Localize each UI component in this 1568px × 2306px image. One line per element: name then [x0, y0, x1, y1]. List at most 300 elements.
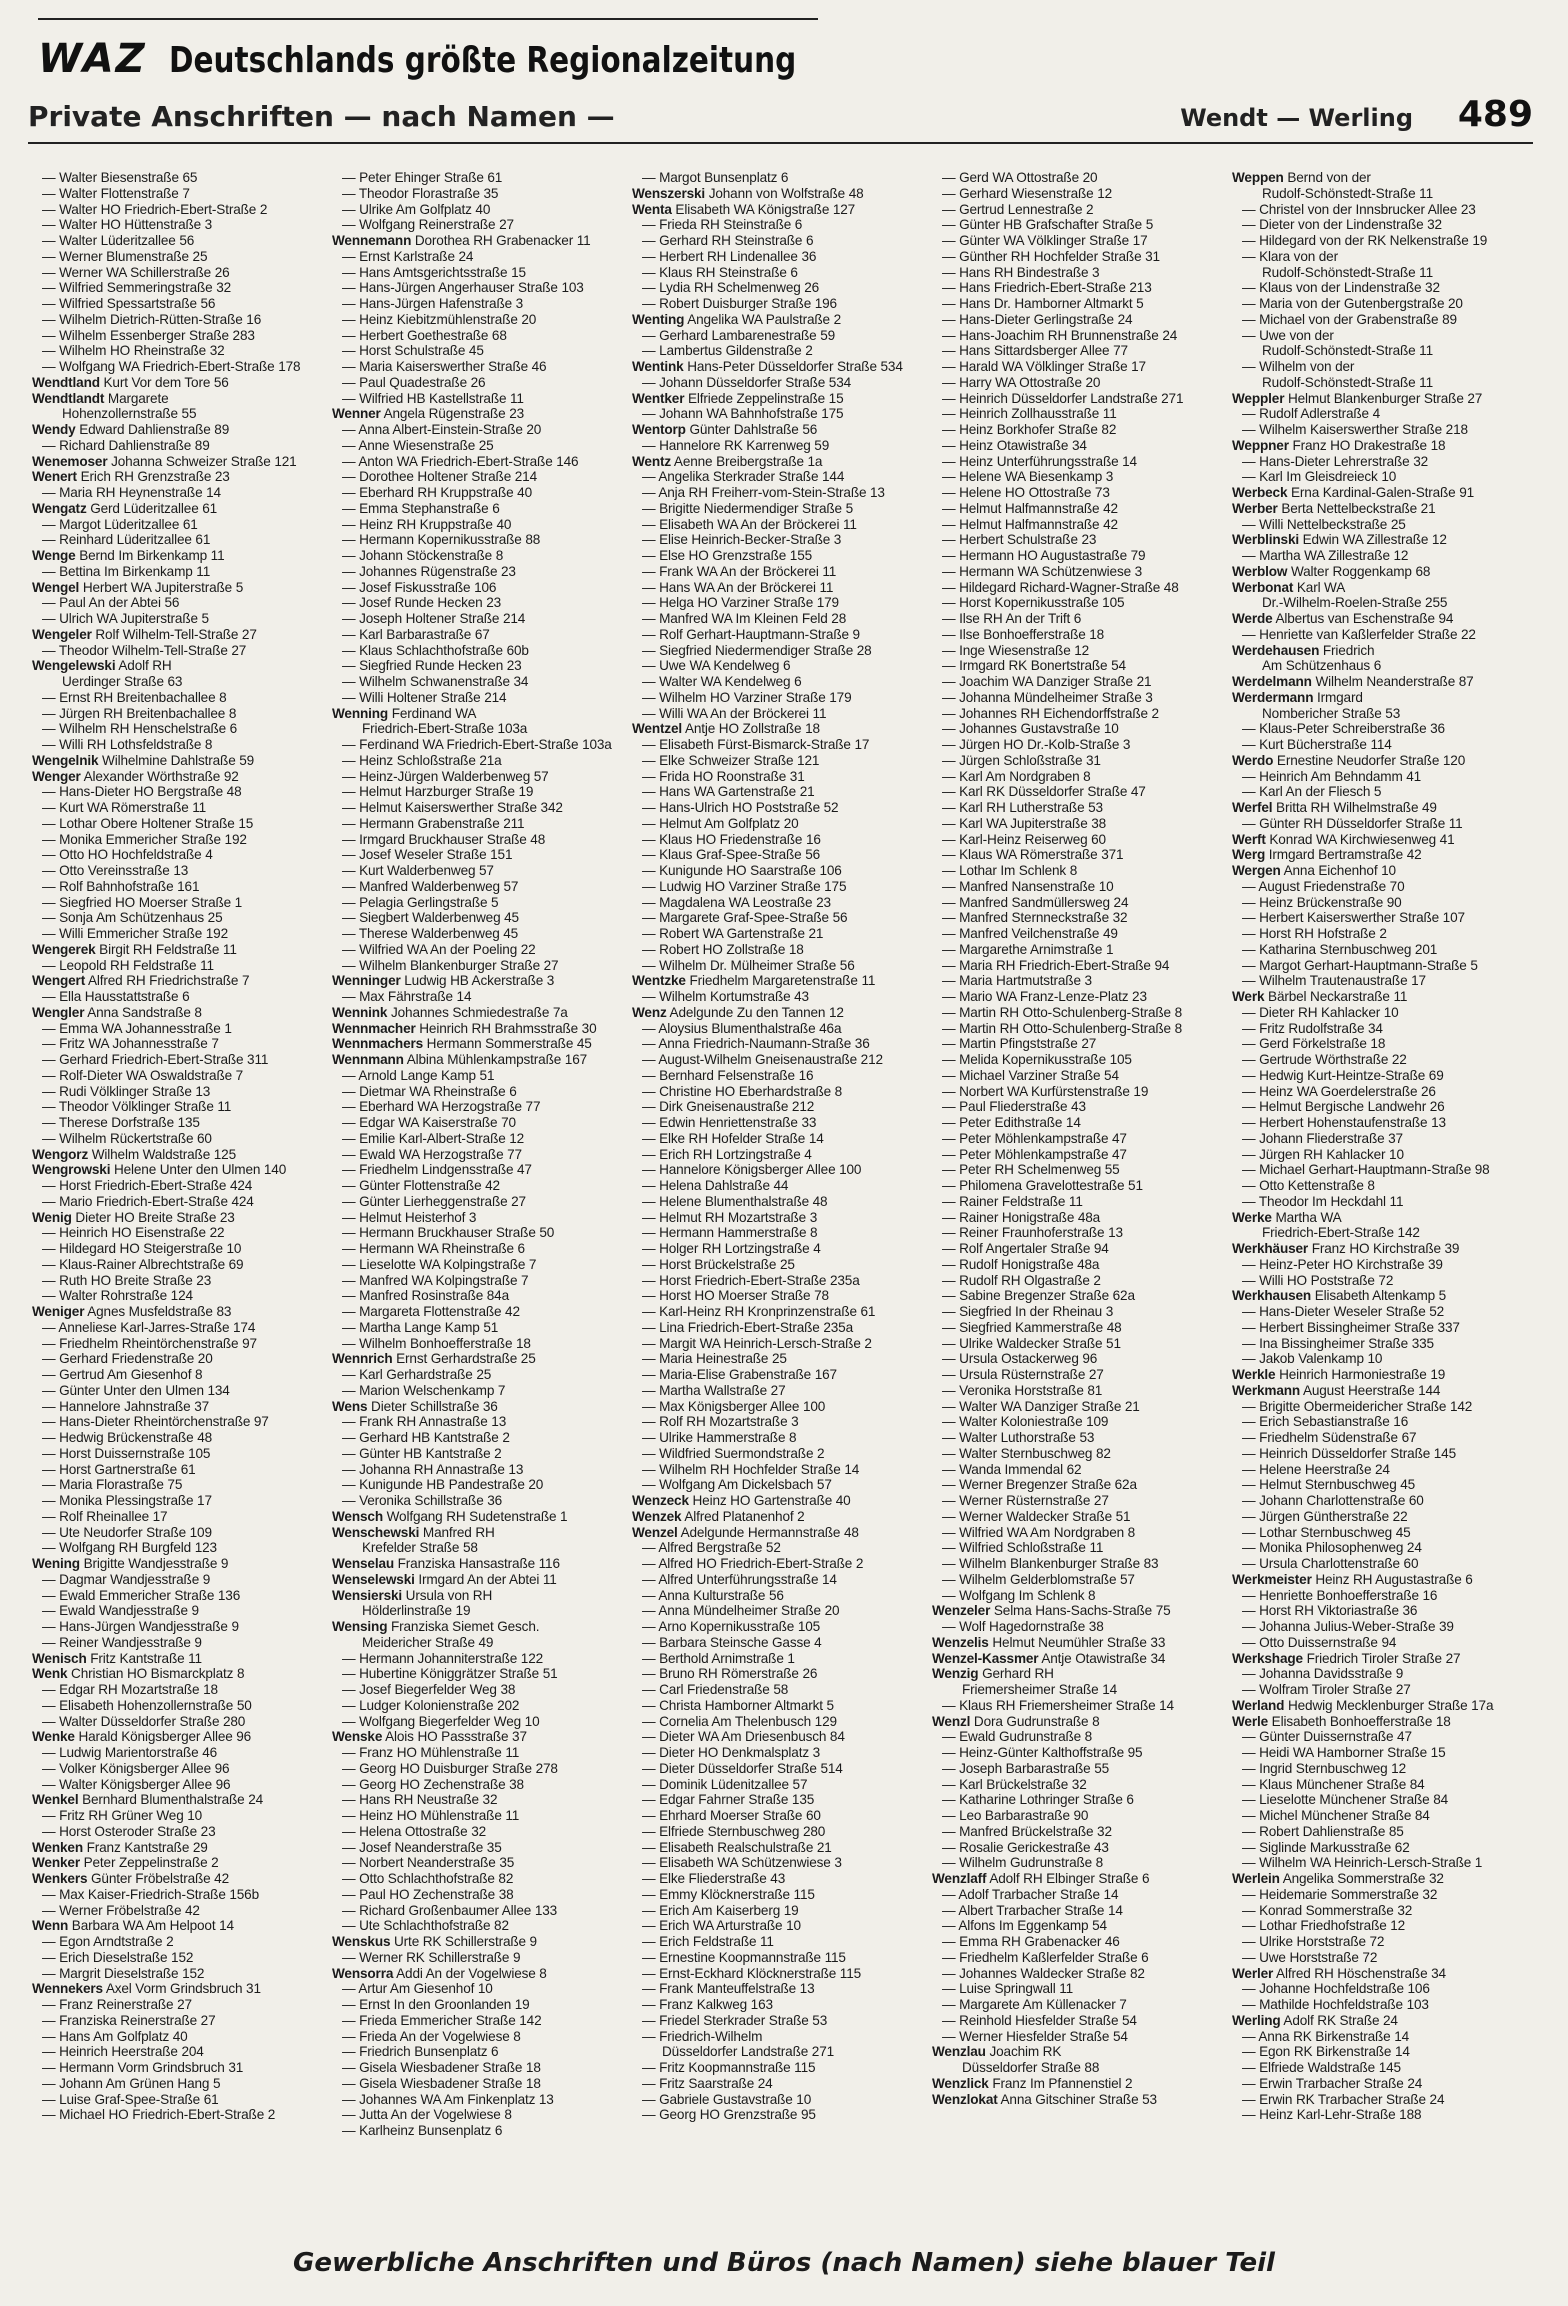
- directory-entry: Werkmeister Heinz RH Augustastraße 6: [1232, 1571, 1473, 1587]
- newspaper-logo: WAZ: [38, 36, 147, 82]
- directory-entry: — Günther RH Hochfelder Straße 31: [942, 248, 1160, 264]
- directory-entry: — Otto Kettenstraße 8: [1242, 1178, 1375, 1193]
- directory-entry: — Ulrike Waldecker Straße 51: [942, 1335, 1121, 1351]
- directory-entry: — Ingrid Sternbuschweg 12: [1242, 1760, 1407, 1776]
- directory-entry: Rudolf-Schönstedt-Straße 11: [1262, 264, 1433, 280]
- directory-entry: — Werner Bregenzer Straße 62a: [942, 1477, 1137, 1493]
- directory-entry: — Michael von der Grabenstraße 89: [1242, 311, 1457, 327]
- directory-entry: — Siegfried Runde Hecken 23: [342, 658, 522, 674]
- surname: Wenger: [32, 768, 81, 784]
- directory-entry: — Wilhelm Trautenaustraße 17: [1242, 973, 1426, 989]
- directory-entry: Wensch Wolfgang RH Sudetenstraße 1: [332, 1508, 568, 1524]
- surname: Wensing: [332, 1619, 388, 1634]
- directory-entry: Wennmachers Hermann Sommerstraße 45: [332, 1036, 592, 1052]
- directory-entry: — Hermann HO Augustastraße 79: [942, 548, 1146, 563]
- surname: Wenzlaff: [932, 1871, 987, 1886]
- surname: Wenzel: [632, 1524, 678, 1540]
- directory-entry: — Johann WA Bahnhofstraße 175: [642, 406, 844, 422]
- directory-entry: — Elisabeth WA Schützenwiese 3: [642, 1855, 842, 1871]
- directory-entry: — Manfred Walderbenweg 57: [342, 878, 519, 894]
- directory-entry: — Walter HO Friedrich-Ebert-Straße 2: [42, 201, 268, 217]
- directory-entry: Wentorp Günter Dahlstraße 56: [632, 422, 818, 437]
- directory-entry: — Dominik Lüdenitzallee 57: [642, 1776, 808, 1792]
- directory-entry: — Karl Am Nordgraben 8: [942, 768, 1091, 784]
- surname: Werkhausen: [1232, 1288, 1312, 1304]
- directory-entry: — Manfred Brückelstraße 32: [942, 1823, 1112, 1839]
- directory-entry: — Katharina Sternbuschweg 201: [1242, 941, 1438, 957]
- directory-entry: Wennmacher Heinrich RH Brahmsstraße 30: [332, 1020, 597, 1036]
- directory-entry: — Heinz Unterführungsstraße 14: [942, 453, 1137, 469]
- directory-entry: — Karl Im Gleisdreieck 10: [1242, 469, 1397, 485]
- directory-entry: — Ludwig HO Varziner Straße 175: [642, 878, 847, 894]
- directory-entry: — Johanna RH Annastraße 13: [342, 1461, 524, 1477]
- directory-entry: — Siegfried HO Moerser Straße 1: [42, 894, 243, 910]
- directory-entry: — Robert WA Gartenstraße 21: [642, 926, 824, 941]
- directory-entry: — Lina Friedrich-Ebert-Straße 235a: [642, 1319, 853, 1335]
- directory-entry: Wenk Christian HO Bismarckplatz 8: [32, 1666, 245, 1682]
- directory-entry: Wenert Erich RH Grenzstraße 23: [32, 469, 230, 485]
- directory-entry: — Wilfried Spessartstraße 56: [42, 296, 216, 311]
- surname: Wennrich: [332, 1351, 393, 1367]
- directory-entry: — Hans WA An der Bröckerei 11: [642, 579, 834, 595]
- directory-entry: — Manfred Sternneckstraße 32: [942, 910, 1128, 926]
- surname: Wennmachers: [332, 1036, 424, 1052]
- directory-entry: Werfel Britta RH Wilhelmstraße 49: [1232, 800, 1437, 815]
- directory-entry: — Wilfried HB Kastellstraße 11: [342, 390, 524, 406]
- directory-entry: — Max Königsberger Allee 100: [642, 1398, 826, 1414]
- directory-entry: — Werner Hiesfelder Straße 54: [942, 2028, 1128, 2044]
- directory-entry: — Reinhard Lüderitzallee 61: [42, 532, 211, 548]
- directory-entry: — Otto Vereinsstraße 13: [42, 863, 189, 878]
- surname: Weppner: [1232, 437, 1289, 453]
- directory-entry: — Mario Friedrich-Ebert-Straße 424: [42, 1193, 254, 1209]
- directory-entry: — Horst Brückelstraße 25: [642, 1256, 795, 1272]
- surname: Wenzek: [632, 1508, 682, 1524]
- directory-entry: — Maria von der Gutenbergstraße 20: [1242, 296, 1463, 311]
- directory-entry: — Siegfried Niedermendiger Straße 28: [642, 642, 872, 658]
- directory-entry: — Dieter WA Am Driesenbusch 84: [642, 1729, 845, 1745]
- surname: Wens: [332, 1398, 368, 1414]
- directory-entry: — Gerd WA Ottostraße 20: [942, 170, 1098, 185]
- directory-entry: Werbeck Erna Kardinal-Galen-Straße 91: [1232, 485, 1475, 500]
- directory-entry: Wenzlokat Anna Gitschiner Straße 53: [932, 2091, 1157, 2107]
- directory-entry: — Johanna Julius-Weber-Straße 39: [1242, 1619, 1454, 1634]
- directory-entry: Friedrich-Ebert-Straße 142: [1262, 1225, 1420, 1241]
- surname: Wengler: [32, 1004, 85, 1020]
- directory-entry: — Horst Friedrich-Ebert-Straße 424: [42, 1178, 253, 1193]
- directory-entry: — Alfred Bergstraße 52: [642, 1540, 781, 1556]
- directory-entry: — Dagmar Wandjesstraße 9: [42, 1571, 211, 1587]
- directory-entry: — Dorothee Holtener Straße 214: [342, 469, 537, 485]
- directory-entry: — Michael Gerhart-Hauptmann-Straße 98: [1242, 1162, 1490, 1178]
- directory-entry: Wening Brigitte Wandjesstraße 9: [32, 1556, 229, 1571]
- surname: Wentzke: [632, 973, 686, 989]
- surname: Werdelmann: [1232, 674, 1312, 689]
- surname: Werde: [1232, 611, 1273, 626]
- directory-entry: — Georg HO Duisburger Straße 278: [342, 1760, 558, 1776]
- surname: Werfel: [1232, 800, 1273, 815]
- directory-entry: — Klaus RH Friemersheimer Straße 14: [942, 1697, 1174, 1713]
- directory-entry: — Michael Varziner Straße 54: [942, 1067, 1119, 1083]
- column-2: [332, 170, 632, 2210]
- surname: Werlein: [1232, 1871, 1280, 1886]
- directory-entry: — Margareta Flottenstraße 42: [342, 1304, 520, 1319]
- directory-entry: Weniger Agnes Musfeldstraße 83: [32, 1304, 232, 1319]
- directory-entry: — Else HO Grenzstraße 155: [642, 548, 813, 563]
- directory-entry: — Frieda An der Vogelwiese 8: [342, 2028, 521, 2044]
- directory-entry: — Marion Welschenkamp 7: [342, 1382, 506, 1398]
- directory-entry: — Margot Gerhart-Hauptmann-Straße 5: [1242, 957, 1478, 973]
- directory-entry: Wenske Alois HO Passstraße 37: [332, 1729, 527, 1745]
- section-title: Private Anschriften — nach Namen —: [28, 100, 615, 133]
- directory-entry: — Hans WA Gartenstraße 21: [642, 784, 815, 800]
- directory-entry: — Michael HO Friedrich-Ebert-Straße 2: [42, 2107, 276, 2123]
- directory-entry: — Irmgard RK Bonertstraße 54: [942, 658, 1126, 674]
- directory-entry: — Margarete Graf-Spee-Straße 56: [642, 910, 848, 926]
- directory-entry: — Anna Kulturstraße 56: [642, 1587, 784, 1603]
- directory-entry: — Wilhelm Kaiserswerther Straße 218: [1242, 422, 1468, 437]
- directory-entry: — Dieter RH Kahlacker 10: [1242, 1004, 1399, 1020]
- surname: Wengrowski: [32, 1162, 111, 1178]
- directory-entry: — Brigitte Obermeidericher Straße 142: [1242, 1398, 1473, 1414]
- directory-entry: — Margarete Am Küllenacker 7: [942, 1997, 1127, 2012]
- directory-entry: — Johannes Rügenstraße 23: [342, 563, 516, 579]
- directory-entry: — Ute Schlachthofstraße 82: [342, 1918, 509, 1934]
- directory-entry: — Wilhelm Schwanenstraße 34: [342, 674, 529, 689]
- surname: Wenschewski: [332, 1524, 420, 1540]
- directory-entry: — Maria Hartmutstraße 3: [942, 973, 1092, 989]
- directory-entry: — Günter Duissernstraße 47: [1242, 1729, 1412, 1745]
- surname: Wensierski: [332, 1587, 403, 1603]
- surname: Werblinski: [1232, 532, 1299, 548]
- directory-entry: — Willi Holtener Straße 214: [342, 689, 507, 705]
- brand-row: [38, 36, 1533, 82]
- surname: Wenn: [32, 1918, 69, 1934]
- directory-entry: — Arnold Lange Kamp 51: [342, 1067, 495, 1083]
- directory-entry: Am Schützenhaus 6: [1262, 658, 1382, 674]
- directory-entry: Werler Alfred RH Höschenstraße 34: [1232, 1965, 1446, 1981]
- directory-entry: — Friedrich-Wilhelm: [642, 2028, 763, 2044]
- directory-entry: — Mathilde Hochfeldstraße 103: [1242, 1997, 1429, 2012]
- surname: Werling: [1232, 2012, 1281, 2028]
- directory-entry: — Herbert RH Lindenallee 36: [642, 248, 817, 264]
- directory-entry: Krefelder Straße 58: [362, 1540, 478, 1556]
- directory-entry: — Fritz RH Grüner Weg 10: [42, 1808, 203, 1823]
- directory-entry: — Hans RH Bindestraße 3: [942, 264, 1100, 280]
- directory-entry: Wenzelis Helmut Neumühler Straße 33: [932, 1634, 1166, 1650]
- directory-entry: Wenzlick Franz Im Pfannenstiel 2: [932, 2075, 1133, 2091]
- directory-entry: — Jürgen Güntherstraße 22: [1242, 1508, 1408, 1524]
- directory-entry: — Fritz Rudolfstraße 34: [1242, 1020, 1383, 1036]
- directory-entry: Wensorra Addi An der Vogelwiese 8: [332, 1965, 547, 1981]
- surname: Werdermann: [1232, 689, 1314, 705]
- directory-entry: — Werner Waldecker Straße 51: [942, 1508, 1131, 1524]
- directory-entry: — Erich Dieselstraße 152: [42, 1949, 194, 1965]
- directory-entry: — Ewald Wandjesstraße 9: [42, 1603, 199, 1619]
- directory-entry: — Melida Kopernikusstraße 105: [942, 1052, 1132, 1067]
- directory-entry: Werkle Heinrich Harmoniestraße 19: [1232, 1367, 1446, 1382]
- directory-entry: — Hedwig Kurt-Heintze-Straße 69: [1242, 1067, 1444, 1083]
- directory-entry: Wentker Elfriede Zeppelinstraße 15: [632, 390, 844, 406]
- directory-entry: — Luise Graf-Spee-Straße 61: [42, 2091, 219, 2107]
- directory-entry: — Alfred Unterführungsstraße 14: [642, 1571, 837, 1587]
- footer-note: Gewerbliche Anschriften und Büros (nach Namen) siehe blauer Teil: [293, 2248, 1275, 2278]
- directory-entry: — Hubertine Königgrätzer Straße 51: [342, 1666, 558, 1682]
- directory-entry: Düsseldorfer Straße 88: [962, 2060, 1100, 2075]
- directory-entry: — Hans-Jürgen Angerhauser Straße 103: [342, 280, 584, 296]
- directory-entry: — Heinrich Düsseldorfer Straße 145: [1242, 1445, 1456, 1461]
- surname: Wenzlokat: [932, 2091, 998, 2107]
- directory-entry: Werk Bärbel Neckarstraße 11: [1232, 989, 1408, 1004]
- directory-entry: — Sonja Am Schützenhaus 25: [42, 910, 223, 926]
- column-5: [1232, 170, 1532, 2210]
- directory-entry: — Wilhelm Blankenburger Straße 27: [342, 957, 559, 973]
- directory-entry: — Therese Walderbenweg 45: [342, 926, 519, 941]
- surname: Wennmacher: [332, 1020, 416, 1036]
- directory-entry: — Hans Amtsgerichtsstraße 15: [342, 264, 526, 280]
- directory-entry: Wendtlandt Margarete: [32, 390, 169, 406]
- directory-entry: — Maria RH Heynenstraße 14: [42, 485, 221, 500]
- directory-entry: — Josef Biegerfelder Weg 38: [342, 1682, 516, 1697]
- directory-entry: — Christa Hamborner Altmarkt 5: [642, 1697, 834, 1713]
- surname: Wenszerski: [632, 185, 706, 201]
- directory-entry: — Christel von der Innsbrucker Allee 23: [1242, 201, 1476, 217]
- directory-entry: — Max Fährstraße 14: [342, 989, 472, 1004]
- directory-entry: Werdelmann Wilhelm Neanderstraße 87: [1232, 674, 1474, 689]
- directory-entry: — Otto Duissernstraße 94: [1242, 1634, 1397, 1650]
- surname: Wenselau: [332, 1556, 395, 1571]
- surname: Wenzig: [932, 1666, 979, 1682]
- directory-entry: — Heinz Brückenstraße 90: [1242, 894, 1402, 910]
- directory-entry: — Georg HO Grenzstraße 95: [642, 2107, 816, 2123]
- directory-entry: — Emilie Karl-Albert-Straße 12: [342, 1130, 525, 1146]
- directory-entry: — Hans Friedrich-Ebert-Straße 213: [942, 280, 1152, 296]
- directory-entry: — Maria RH Friedrich-Ebert-Straße 94: [942, 957, 1170, 973]
- directory-entry: Werdehausen Friedrich: [1232, 642, 1375, 658]
- directory-entry: — Lothar Obere Holtener Straße 15: [42, 815, 254, 831]
- surname: Wenkers: [32, 1871, 88, 1886]
- directory-entry: — Josef Neanderstraße 35: [342, 1839, 502, 1855]
- directory-entry: Wenskus Urte RK Schillerstraße 9: [332, 1934, 537, 1949]
- directory-entry: — Rudolf Honigstraße 48a: [942, 1256, 1100, 1272]
- directory-entry: — Herbert Kaiserswerther Straße 107: [1242, 910, 1465, 926]
- directory-entry: — Gertrud Lennestraße 2: [942, 201, 1094, 217]
- directory-entry: — Wilhelm Dietrich-Rütten-Straße 16: [42, 311, 262, 327]
- directory-entry: Rudolf-Schönstedt-Straße 11: [1262, 374, 1433, 390]
- directory-entry: — Gerhard Wiesenstraße 12: [942, 185, 1113, 201]
- directory-entry: — Elke RH Hofelder Straße 14: [642, 1130, 824, 1146]
- surname: Wenzl: [932, 1713, 971, 1729]
- directory-entry: — Ruth HO Breite Straße 23: [42, 1272, 212, 1288]
- column-3: [632, 170, 932, 2210]
- directory-entry: Wengatz Gerd Lüderitzallee 61: [32, 500, 218, 516]
- directory-entry: Wengler Anna Sandstraße 8: [32, 1004, 202, 1020]
- surname: Werft: [1232, 831, 1266, 847]
- directory-entry: — Helene HO Ottostraße 73: [942, 485, 1110, 500]
- directory-entry: — Joachim WA Danziger Straße 21: [942, 674, 1152, 689]
- directory-entry: — Adolf Trarbacher Straße 14: [942, 1886, 1119, 1902]
- directory-entry: — Hermann WA Schützenwiese 3: [942, 563, 1143, 579]
- directory-entry: — Jürgen RH Kahlacker 10: [1242, 1146, 1404, 1162]
- directory-entry: — Leo Barbarastraße 90: [942, 1808, 1089, 1823]
- directory-entry: — Gerhard HB Kantstraße 2: [342, 1430, 510, 1445]
- directory-entry: Werlein Angelika Sommerstraße 32: [1232, 1871, 1444, 1886]
- directory-entry: — Walter Königsberger Allee 96: [42, 1776, 231, 1792]
- directory-entry: — Erich Sebastianstraße 16: [1242, 1414, 1409, 1430]
- surname: Wendtland: [32, 374, 100, 390]
- directory-entry: — Heinz RH Kruppstraße 40: [342, 516, 512, 532]
- directory-entry: — Margot Lüderitzallee 61: [42, 516, 198, 532]
- directory-entry: — Karl WA Jupiterstraße 38: [942, 815, 1107, 831]
- surname: Wenkel: [32, 1792, 79, 1808]
- directory-entry: Wenger Alexander Wörthstraße 92: [32, 768, 239, 784]
- directory-entry: — Rolf Bahnhofstraße 161: [42, 878, 200, 894]
- directory-entry: Weppner Franz HO Drakestraße 18: [1232, 437, 1446, 453]
- directory-entry: — Hannelore RK Karrenweg 59: [642, 437, 830, 453]
- surname: Wenzel-Kassmer: [932, 1650, 1039, 1666]
- directory-entry: — Anton WA Friedrich-Ebert-Straße 146: [342, 453, 579, 469]
- surname: Wengeler: [32, 626, 92, 642]
- directory-entry: — Siegfried Kammerstraße 48: [942, 1319, 1122, 1335]
- directory-entry: — Hildegard von der RK Nelkenstraße 19: [1242, 233, 1488, 248]
- directory-entry: — Josef Runde Hecken 23: [342, 595, 502, 611]
- directory-entry: — Franz Kalkweg 163: [642, 1997, 773, 2012]
- directory-entry: — Heinz Otawistraße 34: [942, 437, 1087, 453]
- directory-entry: — Josef Weseler Straße 151: [342, 847, 513, 863]
- directory-entry: — Elfriede Sternbuschweg 280: [642, 1823, 826, 1839]
- directory-entry: — Lieselotte WA Kolpingstraße 7: [342, 1256, 537, 1272]
- directory-entry: Wens Dieter Schillstraße 36: [332, 1398, 498, 1414]
- directory-entry: — Ludger Kolonienstraße 202: [342, 1697, 520, 1713]
- directory-entry: — Ella Hausstattstraße 6: [42, 989, 190, 1004]
- directory-entry: — Hildegard HO Steigerstraße 10: [42, 1241, 242, 1256]
- directory-entry: — Horst RH Hofstraße 2: [1242, 926, 1387, 941]
- directory-entry: Wenzeck Heinz HO Gartenstraße 40: [632, 1493, 851, 1508]
- directory-entry: — Werner Fröbelstraße 42: [42, 1902, 200, 1918]
- directory-entry: Werg Irmgard Bertramstraße 42: [1232, 847, 1422, 863]
- directory-entry: — Friedhelm Südenstraße 67: [1242, 1430, 1417, 1445]
- directory-entry: — Peter Möhlenkampstraße 47: [942, 1146, 1127, 1162]
- directory-entry: — Hans Am Golfplatz 40: [42, 2028, 188, 2044]
- surname: Wenk: [32, 1666, 68, 1682]
- directory-entry: — August-Wilhelm Gneisenaustraße 212: [642, 1052, 883, 1067]
- directory-entry: — Hermann Vorm Grindsbruch 31: [42, 2060, 244, 2075]
- directory-entry: Weppen Bernd von der: [1232, 170, 1371, 185]
- directory-entry: — Martin RH Otto-Schulenberg-Straße 8: [942, 1004, 1182, 1020]
- directory-entry: — Wilfried WA An der Poeling 22: [342, 941, 536, 957]
- surname: Wenskus: [332, 1934, 391, 1949]
- directory-entry: Nombericher Straße 53: [1262, 705, 1401, 721]
- directory-entry: — Jutta An der Vogelwiese 8: [342, 2107, 512, 2123]
- directory-entry: — Hans Sittardsberger Allee 77: [942, 343, 1128, 359]
- surname: Wenselewski: [332, 1571, 415, 1587]
- surname: Wening: [32, 1556, 80, 1571]
- directory-entry: — Heidi WA Hamborner Straße 15: [1242, 1745, 1446, 1760]
- directory-entry: — Wolfgang WA Friedrich-Ebert-Straße 178: [42, 359, 301, 374]
- directory-entry: — Klaus Münchener Straße 84: [1242, 1776, 1425, 1792]
- directory-entry: — Wilhelm Gudrunstraße 8: [942, 1855, 1104, 1871]
- directory-entry: — Rosalie Gerickestraße 43: [942, 1839, 1109, 1855]
- directory-entry: Wenner Angela Rügenstraße 23: [332, 406, 525, 422]
- directory-entry: — Ilse RH An der Trift 6: [942, 611, 1082, 626]
- directory-entry: — Rolf Rheinallee 17: [42, 1508, 168, 1524]
- directory-entry: — Elisabeth Realschulstraße 21: [642, 1839, 832, 1855]
- directory-entry: — Gisela Wiesbadener Straße 18: [342, 2060, 541, 2075]
- directory-entry: — Franziska Reinerstraße 27: [42, 2012, 216, 2028]
- directory-entry: — Karl RH Lutherstraße 53: [942, 800, 1103, 815]
- directory-entry: — Norbert WA Kurfürstenstraße 19: [942, 1083, 1149, 1099]
- surname: Werkle: [1232, 1367, 1276, 1382]
- directory-entry: — Ilse Bonhoefferstraße 18: [942, 626, 1105, 642]
- directory-entry: — Werner Rüsternstraße 27: [942, 1493, 1109, 1508]
- directory-entry: — Eberhard RH Kruppstraße 40: [342, 485, 532, 500]
- directory-entry: — Walter Sternbuschweg 82: [942, 1445, 1111, 1461]
- directory-entry: Werft Konrad WA Kirchwiesenweg 41: [1232, 831, 1455, 847]
- surname: Werler: [1232, 1965, 1274, 1981]
- directory-entry: — Bettina Im Birkenkamp 11: [42, 563, 211, 579]
- directory-entry: — Günter RH Düsseldorfer Straße 11: [1242, 815, 1463, 831]
- directory-entry: — Johannes Gustavstraße 10: [942, 721, 1119, 737]
- directory-entry: — Margrit Dieselstraße 152: [42, 1965, 205, 1981]
- directory-entry: — Pelagia Gerlingstraße 5: [342, 894, 499, 910]
- directory-entry: — Hans-Dieter Rheintörchenstraße 97: [42, 1414, 269, 1430]
- directory-entry: — Manfred Rosinstraße 84a: [342, 1288, 510, 1304]
- directory-entry: — Harry WA Ottostraße 20: [942, 374, 1101, 390]
- surname: Werg: [1232, 847, 1266, 863]
- directory-entry: Wennrich Ernst Gerhardstraße 25: [332, 1351, 536, 1367]
- directory-entry: — Karl RK Düsseldorfer Straße 47: [942, 784, 1146, 800]
- directory-entry: — Martha Wallstraße 27: [642, 1382, 786, 1398]
- directory-entry: — Walter WA Kendelweg 6: [642, 674, 802, 689]
- directory-entry: — Margit WA Heinrich-Lersch-Straße 2: [642, 1335, 872, 1351]
- directory-entry: — Hans-Ulrich HO Poststraße 52: [642, 800, 839, 815]
- directory-entry: — Michel Münchener Straße 84: [1242, 1808, 1430, 1823]
- directory-entry: — Heinrich HO Eisenstraße 22: [42, 1225, 225, 1241]
- directory-entry: — Helmut Harzburger Straße 19: [342, 784, 534, 800]
- directory-entry: — Ehrhard Moerser Straße 60: [642, 1808, 821, 1823]
- surname: Wenske: [332, 1729, 383, 1745]
- directory-entry: — Wilhelm RH Hochfelder Straße 14: [642, 1461, 860, 1477]
- directory-entry: Wenta Elisabeth WA Königstraße 127: [632, 201, 856, 217]
- directory-entry: — Henriette Bonhoefferstraße 16: [1242, 1587, 1438, 1603]
- directory-entry: — Helmut RH Mozartstraße 3: [642, 1209, 818, 1225]
- directory-entry: — Maria Kaiserswerther Straße 46: [342, 359, 547, 374]
- directory-entry: — Ernst-Eckhard Klöcknerstraße 115: [642, 1965, 862, 1981]
- directory-entry: Wendy Edward Dahlienstraße 89: [32, 422, 230, 437]
- directory-entry: — Friedhelm Rheintörchenstraße 97: [42, 1335, 257, 1351]
- directory-entry: — Robert HO Zollstraße 18: [642, 941, 804, 957]
- directory-entry: Wensing Franziska Siemet Gesch.: [332, 1619, 540, 1634]
- directory-entry: — Theodor Im Heckdahl 11: [1242, 1193, 1404, 1209]
- directory-entry: — Erwin Trarbacher Straße 24: [1242, 2075, 1423, 2091]
- surname: Werkmeister: [1232, 1571, 1312, 1587]
- directory-entry: — Kurt Walderbenweg 57: [342, 863, 494, 878]
- directory-entry: — Irmgard Bruckhauser Straße 48: [342, 831, 546, 847]
- directory-entry: — Wilhelm HO Varziner Straße 179: [642, 689, 852, 705]
- directory-columns: [32, 170, 1532, 2210]
- directory-entry: — Willi Emmericher Straße 192: [42, 926, 229, 941]
- directory-entry: — Veronika Schillstraße 36: [342, 1493, 503, 1508]
- directory-entry: — Gerhard Friedrich-Ebert-Straße 311: [42, 1052, 269, 1067]
- directory-entry: Werdo Ernestine Neudorfer Straße 120: [1232, 752, 1466, 768]
- directory-entry: — Bruno RH Römerstraße 26: [642, 1666, 818, 1682]
- directory-entry: — Ewald Emmericher Straße 136: [42, 1587, 241, 1603]
- directory-entry: — Martin Pfingststraße 27: [942, 1036, 1097, 1052]
- directory-entry: — Klaus Graf-Spee-Straße 56: [642, 847, 821, 863]
- directory-entry: — Anna Mündelheimer Straße 20: [642, 1603, 840, 1619]
- directory-entry: Wenschewski Manfred RH: [332, 1524, 495, 1540]
- directory-entry: — Carl Friedenstraße 58: [642, 1682, 789, 1697]
